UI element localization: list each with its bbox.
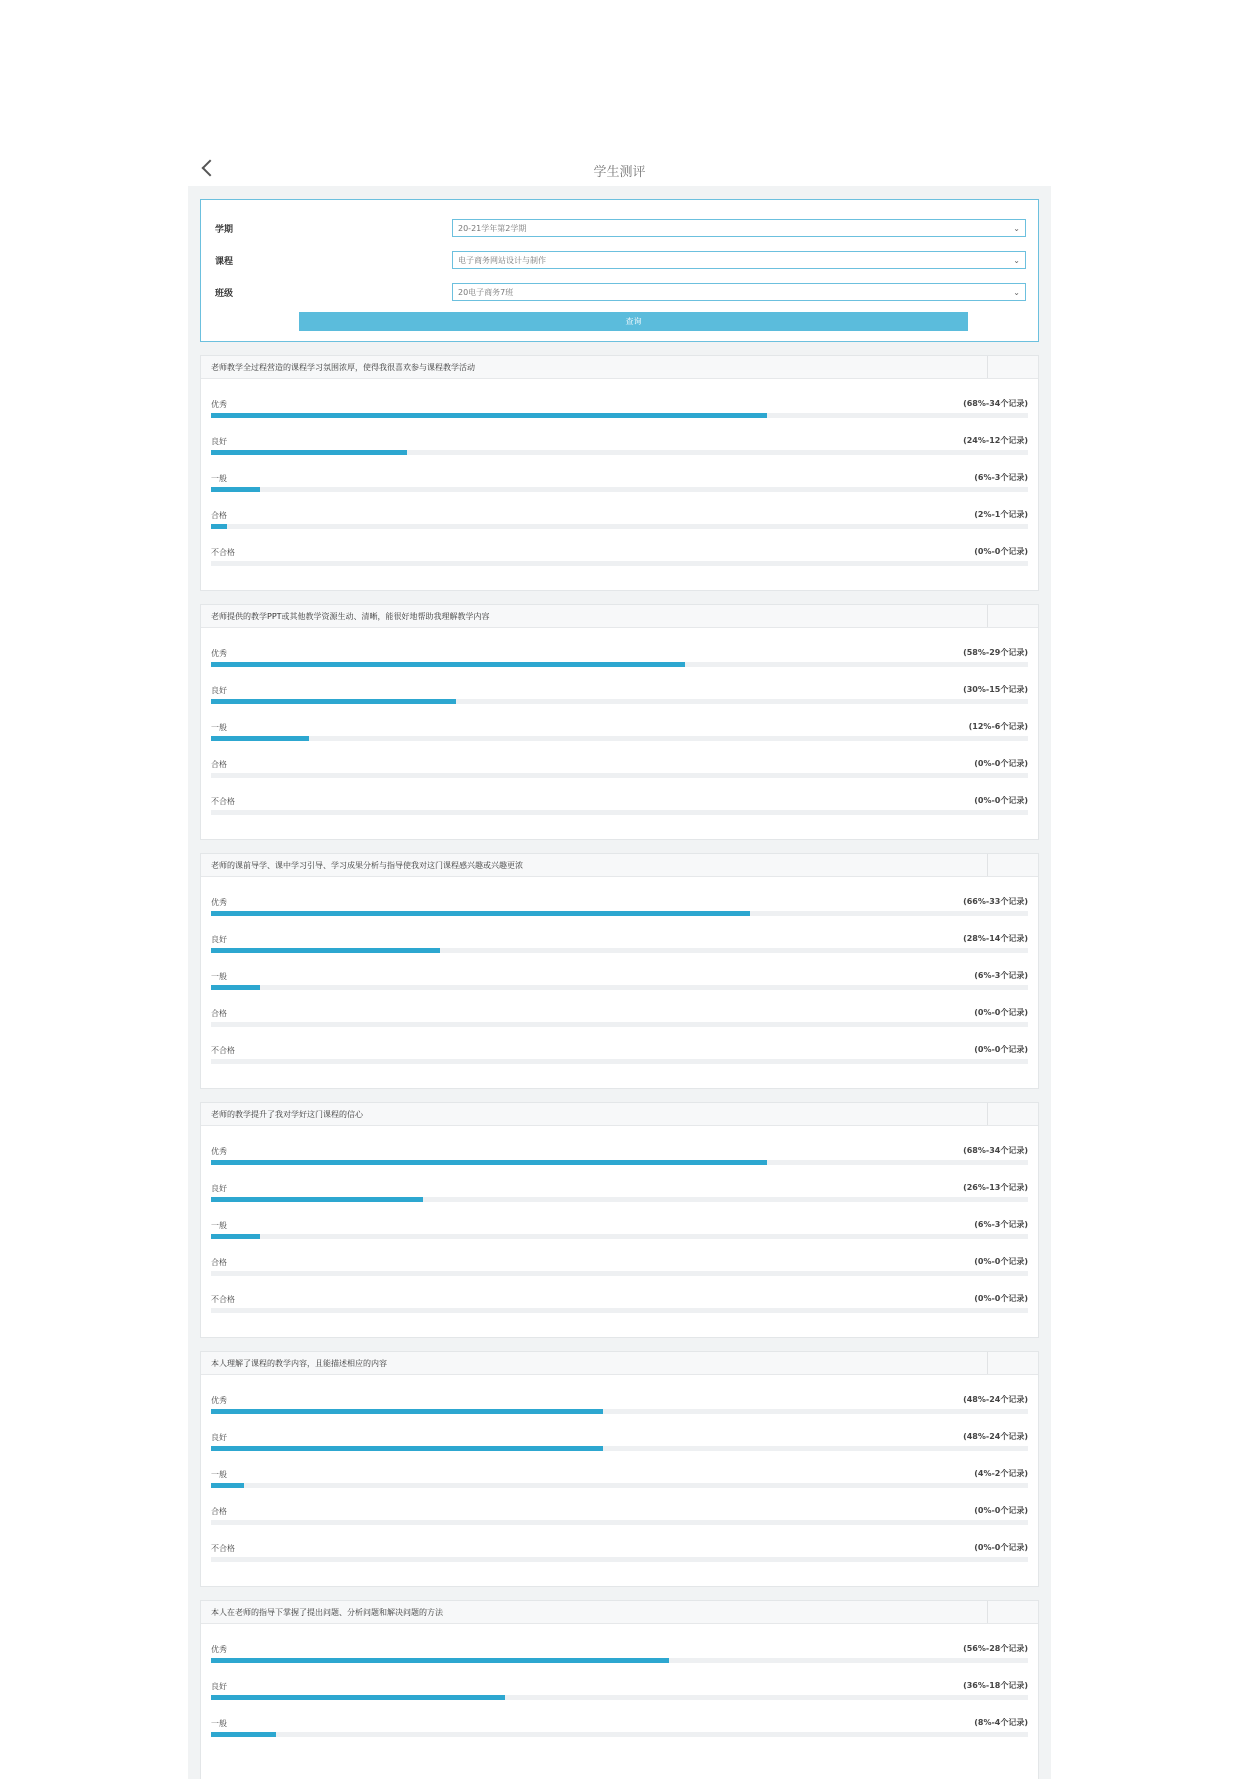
content-area (188, 186, 1051, 1779)
option-list (201, 1624, 1038, 1743)
option-label: 合格 (211, 1507, 227, 1516)
option-stat: (0%-0个记录) (974, 1008, 1028, 1017)
semester-value: 20-21学年第2学期 (458, 223, 527, 233)
progress-fill (211, 662, 685, 667)
option-stat: (12%-6个记录) (968, 722, 1028, 731)
progress-track (211, 1059, 1028, 1064)
question-card (200, 1600, 1039, 1779)
progress-fill (211, 413, 767, 418)
option-stat: (24%-12个记录) (963, 436, 1028, 445)
question-card (200, 1102, 1039, 1338)
question-text: 本人在老师的指导下掌握了提出问题、分析问题和解决问题的方法 (211, 1607, 443, 1617)
option-label: 不合格 (211, 797, 235, 806)
chevron-down-icon: ⌄ (1013, 255, 1020, 265)
progress-fill (211, 1658, 669, 1663)
option-stat: (6%-3个记录) (974, 473, 1028, 482)
option-row (211, 922, 1028, 959)
chevron-down-icon: ⌄ (1013, 287, 1020, 297)
option-row (211, 784, 1028, 821)
progress-track (211, 985, 1028, 990)
option-label: 一般 (211, 1470, 227, 1479)
option-list (201, 1126, 1038, 1319)
option-label: 良好 (211, 1433, 227, 1442)
option-stat: (30%-15个记录) (963, 685, 1028, 694)
option-list (201, 877, 1038, 1070)
option-stat: (66%-33个记录) (963, 897, 1028, 906)
option-list (201, 1375, 1038, 1568)
course-value: 电子商务网站设计与制作 (458, 255, 546, 265)
option-stat: (6%-3个记录) (974, 971, 1028, 980)
option-stat: (36%-18个记录) (963, 1681, 1028, 1690)
option-label: 优秀 (211, 1396, 227, 1405)
option-stat: (56%-28个记录) (963, 1644, 1028, 1653)
page-title: 学生测评 (593, 165, 646, 180)
progress-track (211, 1483, 1028, 1488)
option-stat: (6%-3个记录) (974, 1220, 1028, 1229)
progress-track (211, 948, 1028, 953)
option-row (211, 1420, 1028, 1457)
progress-track (211, 699, 1028, 704)
header (188, 150, 1051, 186)
course-row (213, 244, 1026, 276)
class-value: 20电子商务7班 (458, 287, 514, 297)
question-card (200, 604, 1039, 840)
progress-track (211, 1658, 1028, 1663)
question-card (200, 1351, 1039, 1587)
option-row (211, 885, 1028, 922)
progress-fill (211, 487, 260, 492)
option-label: 良好 (211, 1682, 227, 1691)
semester-row (213, 212, 1026, 244)
option-label: 良好 (211, 437, 227, 446)
option-label: 合格 (211, 1009, 227, 1018)
chevron-down-icon: ⌄ (1013, 223, 1020, 233)
option-label: 良好 (211, 935, 227, 944)
option-label: 不合格 (211, 1544, 235, 1553)
option-stat: (68%-34个记录) (963, 399, 1028, 408)
option-label: 一般 (211, 1221, 227, 1230)
option-row (211, 1171, 1028, 1208)
option-label: 优秀 (211, 1645, 227, 1654)
question-text: 老师教学全过程营造的课程学习氛围浓厚，使得我很喜欢参与课程教学活动 (211, 362, 475, 372)
progress-track (211, 561, 1028, 566)
header-divider (987, 1103, 988, 1125)
semester-label: 学期 (215, 224, 234, 235)
progress-fill (211, 699, 456, 704)
question-text: 老师的教学提升了我对学好这门课程的信心 (211, 1109, 363, 1119)
progress-track (211, 487, 1028, 492)
course-label: 课程 (215, 256, 234, 267)
option-row (211, 1706, 1028, 1743)
class-select[interactable] (452, 283, 1026, 301)
header-divider (987, 356, 988, 378)
class-row (213, 276, 1026, 308)
option-row (211, 387, 1028, 424)
option-row (211, 959, 1028, 996)
course-select[interactable] (452, 251, 1026, 269)
question-card (200, 853, 1039, 1089)
progress-fill (211, 948, 440, 953)
progress-track (211, 911, 1028, 916)
option-stat: (0%-0个记录) (974, 1543, 1028, 1552)
option-row (211, 1494, 1028, 1531)
option-label: 不合格 (211, 548, 235, 557)
progress-track (211, 1022, 1028, 1027)
question-header (201, 356, 1038, 379)
option-label: 良好 (211, 686, 227, 695)
progress-track (211, 450, 1028, 455)
progress-track (211, 1409, 1028, 1414)
option-row (211, 1669, 1028, 1706)
progress-track (211, 1308, 1028, 1313)
option-row (211, 535, 1028, 572)
option-row (211, 498, 1028, 535)
progress-fill (211, 1197, 423, 1202)
option-stat: (68%-34个记录) (963, 1146, 1028, 1155)
progress-track (211, 1695, 1028, 1700)
option-stat: (4%-2个记录) (974, 1469, 1028, 1478)
option-row (211, 1282, 1028, 1319)
progress-track (211, 1557, 1028, 1562)
option-row (211, 1208, 1028, 1245)
option-row (211, 636, 1028, 673)
option-label: 不合格 (211, 1046, 235, 1055)
progress-fill (211, 1446, 603, 1451)
progress-track (211, 1234, 1028, 1239)
progress-fill (211, 524, 227, 529)
option-row (211, 1457, 1028, 1494)
progress-track (211, 810, 1028, 815)
option-label: 一般 (211, 474, 227, 483)
question-card (200, 355, 1039, 591)
progress-fill (211, 1695, 505, 1700)
option-label: 一般 (211, 723, 227, 732)
option-row (211, 1383, 1028, 1420)
semester-select[interactable] (452, 219, 1026, 237)
question-header (201, 1103, 1038, 1126)
option-list (201, 379, 1038, 572)
option-label: 一般 (211, 1719, 227, 1728)
query-button[interactable]: 查询 (299, 312, 968, 331)
option-row (211, 1531, 1028, 1568)
option-label: 优秀 (211, 649, 227, 658)
filter-panel (200, 199, 1039, 342)
option-row (211, 996, 1028, 1033)
progress-fill (211, 911, 750, 916)
option-label: 良好 (211, 1184, 227, 1193)
option-row (211, 1632, 1028, 1669)
option-label: 合格 (211, 511, 227, 520)
progress-fill (211, 985, 260, 990)
option-stat: (48%-24个记录) (963, 1395, 1028, 1404)
option-row (211, 461, 1028, 498)
option-row (211, 1245, 1028, 1282)
progress-track (211, 1271, 1028, 1276)
question-header (201, 854, 1038, 877)
progress-fill (211, 1234, 260, 1239)
question-text: 本人理解了课程的教学内容，且能描述相应的内容 (211, 1358, 387, 1368)
option-label: 一般 (211, 972, 227, 981)
progress-track (211, 1446, 1028, 1451)
option-stat: (0%-0个记录) (974, 1294, 1028, 1303)
header-divider (987, 1601, 988, 1623)
progress-track (211, 1732, 1028, 1737)
option-label: 不合格 (211, 1295, 235, 1304)
option-stat: (0%-0个记录) (974, 796, 1028, 805)
option-stat: (48%-24个记录) (963, 1432, 1028, 1441)
option-stat: (0%-0个记录) (974, 1257, 1028, 1266)
progress-track (211, 736, 1028, 741)
option-label: 合格 (211, 760, 227, 769)
progress-track (211, 1160, 1028, 1165)
question-header (201, 605, 1038, 628)
progress-fill (211, 1732, 276, 1737)
option-row (211, 710, 1028, 747)
question-header (201, 1352, 1038, 1375)
progress-track (211, 524, 1028, 529)
progress-track (211, 413, 1028, 418)
progress-fill (211, 736, 309, 741)
evaluation-page (188, 150, 1051, 1779)
option-stat: (0%-0个记录) (974, 759, 1028, 768)
option-label: 优秀 (211, 898, 227, 907)
option-stat: (2%-1个记录) (974, 510, 1028, 519)
header-divider (987, 1352, 988, 1374)
option-stat: (28%-14个记录) (963, 934, 1028, 943)
option-row (211, 1033, 1028, 1070)
option-label: 优秀 (211, 400, 227, 409)
header-divider (987, 854, 988, 876)
option-stat: (58%-29个记录) (963, 648, 1028, 657)
progress-track (211, 1197, 1028, 1202)
option-row (211, 747, 1028, 784)
option-row (211, 424, 1028, 461)
header-divider (987, 605, 988, 627)
option-label: 优秀 (211, 1147, 227, 1156)
progress-fill (211, 1160, 767, 1165)
progress-fill (211, 450, 407, 455)
progress-track (211, 662, 1028, 667)
option-row (211, 673, 1028, 710)
progress-fill (211, 1409, 603, 1414)
option-stat: (26%-13个记录) (963, 1183, 1028, 1192)
class-label: 班级 (215, 288, 234, 299)
option-list (201, 628, 1038, 821)
progress-track (211, 773, 1028, 778)
option-stat: (8%-4个记录) (974, 1718, 1028, 1727)
option-stat: (0%-0个记录) (974, 1506, 1028, 1515)
question-text: 老师提供的教学PPT或其他教学资源生动、清晰，能很好地帮助我理解教学内容 (211, 611, 490, 621)
progress-track (211, 1520, 1028, 1525)
question-list (200, 355, 1039, 1779)
option-label: 合格 (211, 1258, 227, 1267)
question-text: 老师的课前导学、课中学习引导、学习成果分析与指导使我对这门课程感兴趣或兴趣更浓 (211, 860, 523, 870)
option-stat: (0%-0个记录) (974, 547, 1028, 556)
option-row (211, 1134, 1028, 1171)
option-stat: (0%-0个记录) (974, 1045, 1028, 1054)
question-header (201, 1601, 1038, 1624)
progress-fill (211, 1483, 244, 1488)
